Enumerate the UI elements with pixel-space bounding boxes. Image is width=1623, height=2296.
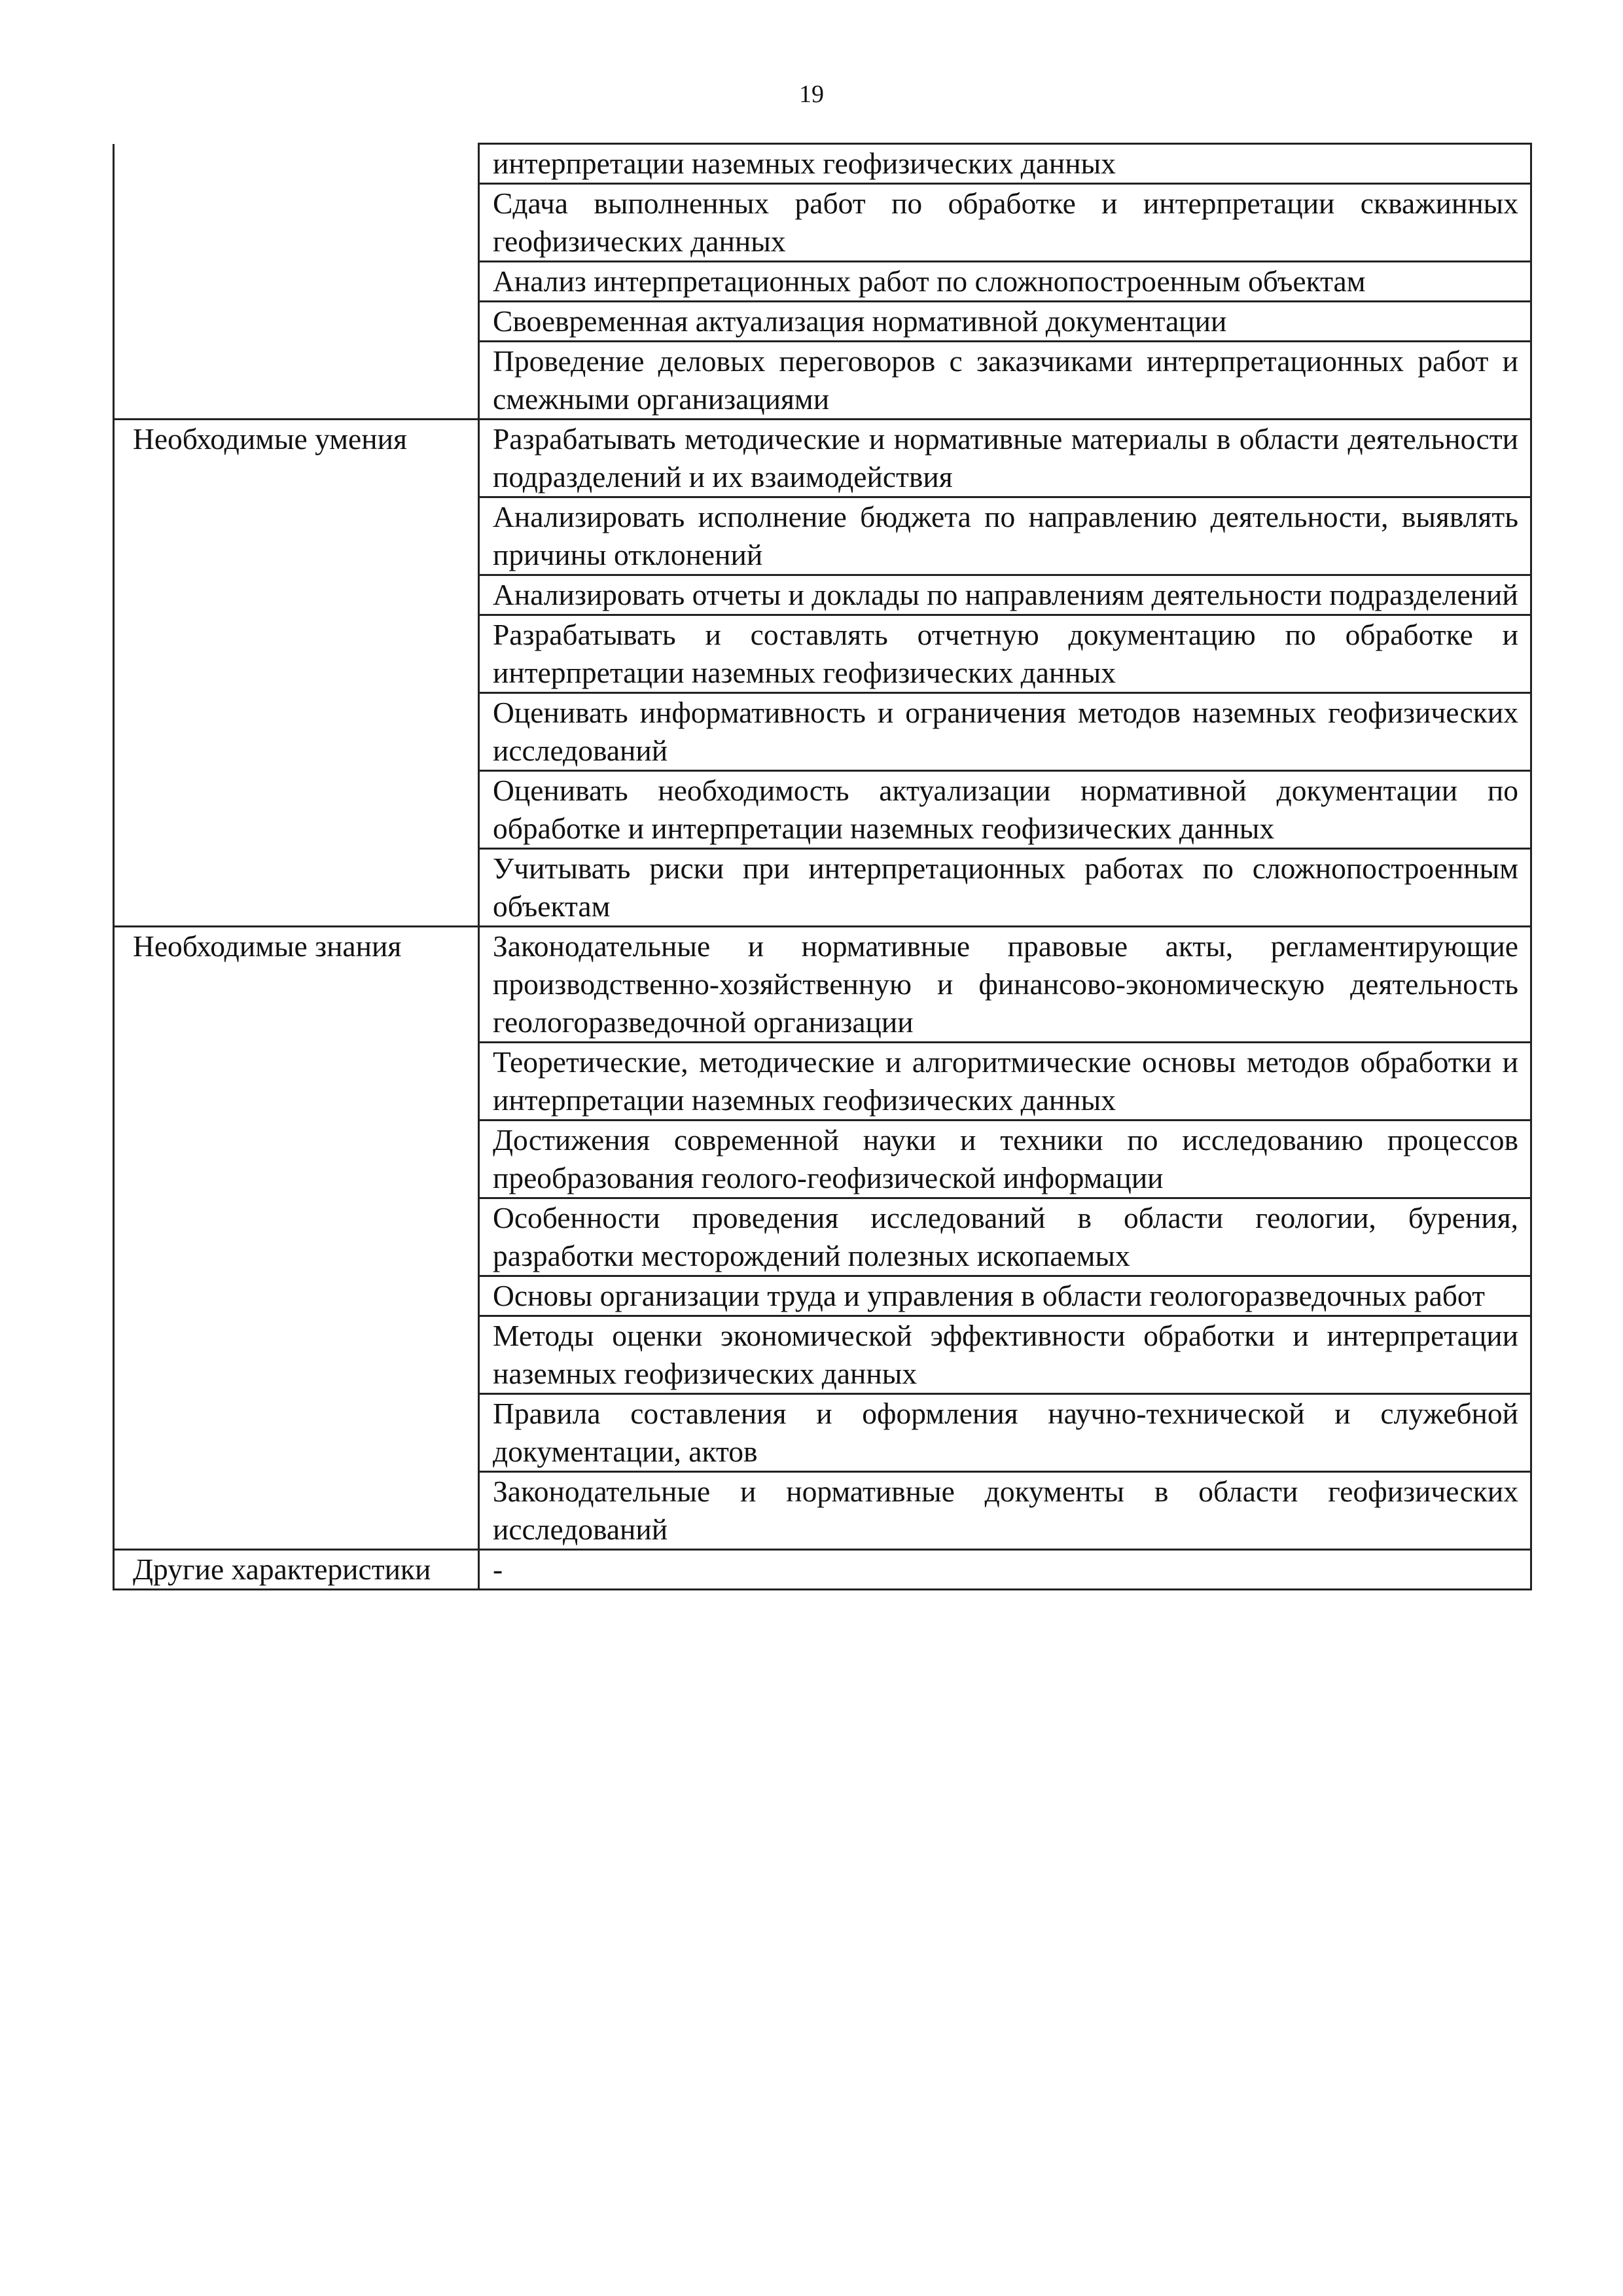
section-item: Оценивать информативность и ограничения методов наземных геофизических исследований	[479, 693, 1531, 771]
table-row	[114, 144, 1531, 184]
table-body	[114, 144, 1531, 1590]
section-label: Необходимые знания	[114, 927, 479, 1550]
section-item: Анализ интерпретационных работ по сложнопостроенным объектам	[479, 262, 1531, 302]
table-row	[114, 1550, 1531, 1590]
section-item: Теоретические, методические и алгоритмические основы методов обработки и интерпретации наземных геофизических данных	[479, 1043, 1531, 1121]
section-item: Достижения современной науки и техники по исследованию процессов преобразования геолого-геофизической информации	[479, 1121, 1531, 1198]
section-item: Методы оценки экономической эффективности обработки и интерпретации наземных геофизических данных	[479, 1316, 1531, 1394]
section-label: Необходимые умения	[114, 420, 479, 927]
section-item: Учитывать риски при интерпретационных работах по сложнопостроенным объектам	[479, 849, 1531, 927]
section-item: Законодательные и нормативные правовые акты, регламентирующие производственно-хозяйственную и финансово-экономическую деятельность геологоразведочной организации	[479, 927, 1531, 1043]
qualification-table	[113, 143, 1532, 1590]
section-item: -	[479, 1550, 1531, 1590]
section-item: Особенности проведения исследований в области геологии, бурения, разработки месторождений полезных ископаемых	[479, 1198, 1531, 1276]
section-item: Законодательные и нормативные документы в области геофизических исследований	[479, 1472, 1531, 1550]
section-item: Проведение деловых переговоров с заказчиками интерпретационных работ и смежными организациями	[479, 342, 1531, 420]
page-number: 19	[799, 81, 824, 108]
section-item: Оценивать необходимость актуализации нормативной документации по обработке и интерпретации наземных геофизических данных	[479, 771, 1531, 849]
section-item: Основы организации труда и управления в области геологоразведочных работ	[479, 1276, 1531, 1316]
section-item: Правила составления и оформления научно-технической и служебной документации, актов	[479, 1394, 1531, 1472]
table-row	[114, 927, 1531, 1043]
section-item: Сдача выполненных работ по обработке и интерпретации скважинных геофизических данных	[479, 184, 1531, 262]
section-label	[114, 144, 479, 420]
section-item: Своевременная актуализация нормативной документации	[479, 302, 1531, 342]
section-item: Анализировать отчеты и доклады по направлениям деятельности подразделений	[479, 575, 1531, 615]
section-label: Другие характеристики	[114, 1550, 479, 1590]
section-item: Анализировать исполнение бюджета по направлению деятельности, выявлять причины отклонений	[479, 497, 1531, 575]
section-item: интерпретации наземных геофизических данных	[479, 144, 1531, 184]
section-item: Разрабатывать и составлять отчетную документацию по обработке и интерпретации наземных геофизических данных	[479, 615, 1531, 693]
table-row	[114, 420, 1531, 497]
section-item: Разрабатывать методические и нормативные материалы в области деятельности подразделений и их взаимодействия	[479, 420, 1531, 497]
